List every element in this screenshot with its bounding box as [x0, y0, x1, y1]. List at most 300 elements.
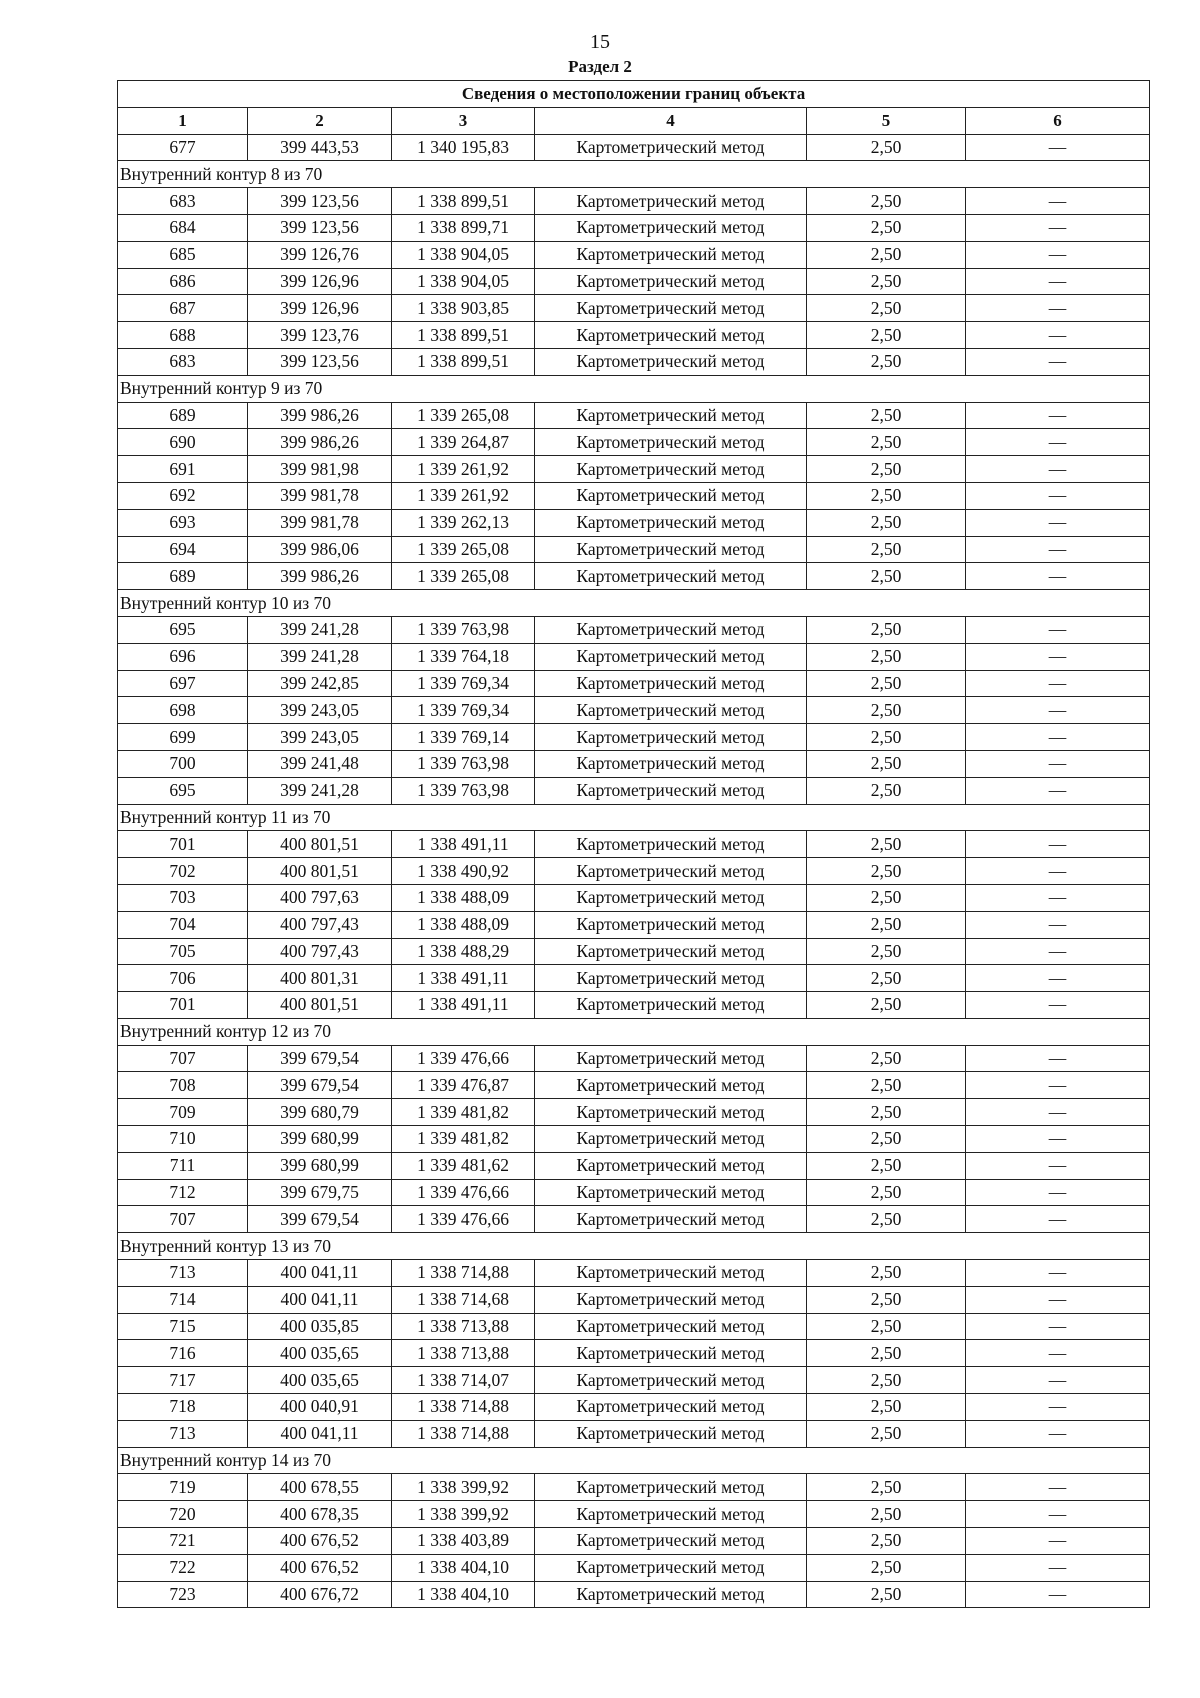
x-coordinate-cell: 400 041,11 — [248, 1286, 392, 1313]
x-coordinate-cell: 400 678,55 — [248, 1474, 392, 1501]
point-number-cell: 677 — [118, 134, 248, 161]
description-cell: — — [966, 214, 1150, 241]
contour-label: Внутренний контур 11 из 70 — [118, 804, 1150, 831]
table-row — [118, 241, 1150, 268]
method-cell: Картометрический метод — [535, 348, 807, 375]
description-cell: — — [966, 1099, 1150, 1126]
accuracy-cell: 2,50 — [807, 1501, 966, 1528]
table-caption: Сведения о местоположении границ объекта — [118, 81, 1150, 108]
method-cell: Картометрический метод — [535, 482, 807, 509]
point-number-cell: 710 — [118, 1126, 248, 1153]
y-coordinate-cell: 1 340 195,83 — [392, 134, 535, 161]
column-header-5: 5 — [807, 107, 966, 134]
accuracy-cell: 2,50 — [807, 1581, 966, 1608]
accuracy-cell: 2,50 — [807, 295, 966, 322]
method-cell: Картометрический метод — [535, 295, 807, 322]
page-number: 15 — [590, 31, 610, 53]
point-number-cell: 711 — [118, 1152, 248, 1179]
x-coordinate-cell: 399 679,75 — [248, 1179, 392, 1206]
method-cell: Картометрический метод — [535, 1501, 807, 1528]
description-cell: — — [966, 1072, 1150, 1099]
description-cell: — — [966, 134, 1150, 161]
y-coordinate-cell: 1 339 481,82 — [392, 1099, 535, 1126]
x-coordinate-cell: 399 680,99 — [248, 1126, 392, 1153]
x-coordinate-cell: 399 241,28 — [248, 777, 392, 804]
x-coordinate-cell: 399 679,54 — [248, 1072, 392, 1099]
y-coordinate-cell: 1 339 764,18 — [392, 643, 535, 670]
x-coordinate-cell: 399 986,06 — [248, 536, 392, 563]
description-cell: — — [966, 697, 1150, 724]
description-cell: — — [966, 1045, 1150, 1072]
method-cell: Картометрический метод — [535, 1420, 807, 1447]
y-coordinate-cell: 1 338 713,88 — [392, 1313, 535, 1340]
description-cell: — — [966, 724, 1150, 751]
table-row — [118, 322, 1150, 349]
x-coordinate-cell: 399 126,76 — [248, 241, 392, 268]
table-row — [118, 482, 1150, 509]
table-row — [118, 1554, 1150, 1581]
table-row — [118, 1099, 1150, 1126]
x-coordinate-cell: 399 123,76 — [248, 322, 392, 349]
table-row — [118, 563, 1150, 590]
table-row — [118, 1179, 1150, 1206]
method-cell: Картометрический метод — [535, 1528, 807, 1555]
point-number-cell: 689 — [118, 402, 248, 429]
y-coordinate-cell: 1 338 403,89 — [392, 1528, 535, 1555]
method-cell: Картометрический метод — [535, 697, 807, 724]
accuracy-cell: 2,50 — [807, 1394, 966, 1421]
y-coordinate-cell: 1 338 714,68 — [392, 1286, 535, 1313]
point-number-cell: 688 — [118, 322, 248, 349]
x-coordinate-cell: 400 040,91 — [248, 1394, 392, 1421]
method-cell: Картометрический метод — [535, 509, 807, 536]
table-row — [118, 1501, 1150, 1528]
y-coordinate-cell: 1 339 264,87 — [392, 429, 535, 456]
accuracy-cell: 2,50 — [807, 241, 966, 268]
method-cell: Картометрический метод — [535, 1367, 807, 1394]
table-row — [118, 268, 1150, 295]
x-coordinate-cell: 400 678,35 — [248, 1501, 392, 1528]
table-row — [118, 1126, 1150, 1153]
accuracy-cell: 2,50 — [807, 616, 966, 643]
description-cell: — — [966, 911, 1150, 938]
y-coordinate-cell: 1 338 904,05 — [392, 268, 535, 295]
table-row — [118, 750, 1150, 777]
y-coordinate-cell: 1 338 488,09 — [392, 911, 535, 938]
x-coordinate-cell: 400 797,63 — [248, 884, 392, 911]
x-coordinate-cell: 399 241,28 — [248, 616, 392, 643]
method-cell: Картометрический метод — [535, 1340, 807, 1367]
description-cell: — — [966, 1206, 1150, 1233]
point-number-cell: 701 — [118, 992, 248, 1019]
table-row — [118, 456, 1150, 483]
method-cell: Картометрический метод — [535, 1126, 807, 1153]
description-cell: — — [966, 188, 1150, 215]
table-row — [118, 509, 1150, 536]
y-coordinate-cell: 1 339 265,08 — [392, 402, 535, 429]
method-cell: Картометрический метод — [535, 1260, 807, 1287]
point-number-cell: 722 — [118, 1554, 248, 1581]
table-body — [118, 134, 1150, 1608]
y-coordinate-cell: 1 338 490,92 — [392, 858, 535, 885]
y-coordinate-cell: 1 339 476,66 — [392, 1045, 535, 1072]
y-coordinate-cell: 1 339 769,34 — [392, 670, 535, 697]
x-coordinate-cell: 399 986,26 — [248, 563, 392, 590]
x-coordinate-cell: 399 680,79 — [248, 1099, 392, 1126]
y-coordinate-cell: 1 338 899,51 — [392, 188, 535, 215]
table-caption-row — [118, 81, 1150, 108]
description-cell: — — [966, 1420, 1150, 1447]
method-cell: Картометрический метод — [535, 965, 807, 992]
x-coordinate-cell: 399 241,48 — [248, 750, 392, 777]
accuracy-cell: 2,50 — [807, 456, 966, 483]
description-cell: — — [966, 1474, 1150, 1501]
table-row — [118, 1072, 1150, 1099]
point-number-cell: 695 — [118, 616, 248, 643]
method-cell: Картометрический метод — [535, 1152, 807, 1179]
y-coordinate-cell: 1 338 899,71 — [392, 214, 535, 241]
method-cell: Картометрический метод — [535, 858, 807, 885]
x-coordinate-cell: 400 797,43 — [248, 938, 392, 965]
description-cell: — — [966, 348, 1150, 375]
x-coordinate-cell: 399 123,56 — [248, 214, 392, 241]
point-number-cell: 686 — [118, 268, 248, 295]
accuracy-cell: 2,50 — [807, 750, 966, 777]
y-coordinate-cell: 1 339 763,98 — [392, 616, 535, 643]
accuracy-cell: 2,50 — [807, 402, 966, 429]
x-coordinate-cell: 399 680,99 — [248, 1152, 392, 1179]
y-coordinate-cell: 1 338 404,10 — [392, 1581, 535, 1608]
description-cell: — — [966, 858, 1150, 885]
x-coordinate-cell: 400 041,11 — [248, 1260, 392, 1287]
accuracy-cell: 2,50 — [807, 1528, 966, 1555]
point-number-cell: 719 — [118, 1474, 248, 1501]
y-coordinate-cell: 1 338 399,92 — [392, 1474, 535, 1501]
table-row — [118, 884, 1150, 911]
y-coordinate-cell: 1 338 899,51 — [392, 348, 535, 375]
method-cell: Картометрический метод — [535, 1045, 807, 1072]
accuracy-cell: 2,50 — [807, 1313, 966, 1340]
y-coordinate-cell: 1 339 261,92 — [392, 482, 535, 509]
x-coordinate-cell: 399 241,28 — [248, 643, 392, 670]
point-number-cell: 706 — [118, 965, 248, 992]
x-coordinate-cell: 400 801,51 — [248, 992, 392, 1019]
table-row — [118, 670, 1150, 697]
point-number-cell: 723 — [118, 1581, 248, 1608]
method-cell: Картометрический метод — [535, 1474, 807, 1501]
method-cell: Картометрический метод — [535, 241, 807, 268]
point-number-cell: 707 — [118, 1045, 248, 1072]
method-cell: Картометрический метод — [535, 777, 807, 804]
y-coordinate-cell: 1 339 481,62 — [392, 1152, 535, 1179]
method-cell: Картометрический метод — [535, 724, 807, 751]
point-number-cell: 720 — [118, 1501, 248, 1528]
contour-header-row — [118, 161, 1150, 188]
description-cell: — — [966, 1528, 1150, 1555]
x-coordinate-cell: 399 243,05 — [248, 697, 392, 724]
y-coordinate-cell: 1 339 262,13 — [392, 509, 535, 536]
point-number-cell: 709 — [118, 1099, 248, 1126]
accuracy-cell: 2,50 — [807, 1367, 966, 1394]
method-cell: Картометрический метод — [535, 1206, 807, 1233]
table-row — [118, 697, 1150, 724]
description-cell: — — [966, 831, 1150, 858]
table-row — [118, 777, 1150, 804]
description-cell: — — [966, 1367, 1150, 1394]
x-coordinate-cell: 400 801,51 — [248, 858, 392, 885]
y-coordinate-cell: 1 339 261,92 — [392, 456, 535, 483]
y-coordinate-cell: 1 338 714,88 — [392, 1394, 535, 1421]
accuracy-cell: 2,50 — [807, 563, 966, 590]
point-number-cell: 712 — [118, 1179, 248, 1206]
x-coordinate-cell: 400 035,85 — [248, 1313, 392, 1340]
accuracy-cell: 2,50 — [807, 858, 966, 885]
table-row — [118, 1367, 1150, 1394]
column-header-1: 1 — [118, 107, 248, 134]
contour-header-row — [118, 590, 1150, 617]
table-row — [118, 1474, 1150, 1501]
method-cell: Картометрический метод — [535, 1554, 807, 1581]
point-number-cell: 692 — [118, 482, 248, 509]
accuracy-cell: 2,50 — [807, 1126, 966, 1153]
x-coordinate-cell: 399 981,78 — [248, 509, 392, 536]
column-header-row — [118, 107, 1150, 134]
description-cell: — — [966, 750, 1150, 777]
x-coordinate-cell: 399 981,98 — [248, 456, 392, 483]
point-number-cell: 685 — [118, 241, 248, 268]
y-coordinate-cell: 1 338 404,10 — [392, 1554, 535, 1581]
accuracy-cell: 2,50 — [807, 1152, 966, 1179]
table-row — [118, 1286, 1150, 1313]
accuracy-cell: 2,50 — [807, 1554, 966, 1581]
description-cell: — — [966, 1179, 1150, 1206]
y-coordinate-cell: 1 338 491,11 — [392, 992, 535, 1019]
method-cell: Картометрический метод — [535, 911, 807, 938]
table-row — [118, 1581, 1150, 1608]
x-coordinate-cell: 400 676,72 — [248, 1581, 392, 1608]
table-row — [118, 643, 1150, 670]
description-cell: — — [966, 1554, 1150, 1581]
accuracy-cell: 2,50 — [807, 1045, 966, 1072]
contour-header-row — [118, 804, 1150, 831]
description-cell: — — [966, 1260, 1150, 1287]
method-cell: Картометрический метод — [535, 643, 807, 670]
accuracy-cell: 2,50 — [807, 1072, 966, 1099]
point-number-cell: 703 — [118, 884, 248, 911]
method-cell: Картометрический метод — [535, 992, 807, 1019]
accuracy-cell: 2,50 — [807, 670, 966, 697]
description-cell: — — [966, 402, 1150, 429]
accuracy-cell: 2,50 — [807, 831, 966, 858]
y-coordinate-cell: 1 338 713,88 — [392, 1340, 535, 1367]
table-row — [118, 911, 1150, 938]
method-cell: Картометрический метод — [535, 536, 807, 563]
x-coordinate-cell: 400 801,51 — [248, 831, 392, 858]
table-row — [118, 1313, 1150, 1340]
y-coordinate-cell: 1 339 476,87 — [392, 1072, 535, 1099]
description-cell: — — [966, 1581, 1150, 1608]
method-cell: Картометрический метод — [535, 456, 807, 483]
y-coordinate-cell: 1 339 265,08 — [392, 536, 535, 563]
x-coordinate-cell: 399 242,85 — [248, 670, 392, 697]
description-cell: — — [966, 670, 1150, 697]
table-row — [118, 134, 1150, 161]
table-row — [118, 402, 1150, 429]
point-number-cell: 693 — [118, 509, 248, 536]
description-cell: — — [966, 1152, 1150, 1179]
point-number-cell: 717 — [118, 1367, 248, 1394]
point-number-cell: 698 — [118, 697, 248, 724]
contour-label: Внутренний контур 9 из 70 — [118, 375, 1150, 402]
point-number-cell: 714 — [118, 1286, 248, 1313]
x-coordinate-cell: 400 676,52 — [248, 1528, 392, 1555]
description-cell: — — [966, 482, 1150, 509]
accuracy-cell: 2,50 — [807, 777, 966, 804]
point-number-cell: 716 — [118, 1340, 248, 1367]
accuracy-cell: 2,50 — [807, 992, 966, 1019]
description-cell: — — [966, 1286, 1150, 1313]
column-header-3: 3 — [392, 107, 535, 134]
point-number-cell: 704 — [118, 911, 248, 938]
y-coordinate-cell: 1 338 904,05 — [392, 241, 535, 268]
section-title: Раздел 2 — [568, 57, 632, 76]
accuracy-cell: 2,50 — [807, 965, 966, 992]
y-coordinate-cell: 1 338 491,11 — [392, 831, 535, 858]
accuracy-cell: 2,50 — [807, 1286, 966, 1313]
point-number-cell: 689 — [118, 563, 248, 590]
accuracy-cell: 2,50 — [807, 1340, 966, 1367]
accuracy-cell: 2,50 — [807, 1179, 966, 1206]
point-number-cell: 696 — [118, 643, 248, 670]
description-cell: — — [966, 938, 1150, 965]
table-row — [118, 214, 1150, 241]
x-coordinate-cell: 400 676,52 — [248, 1554, 392, 1581]
method-cell: Картометрический метод — [535, 268, 807, 295]
contour-header-row — [118, 1018, 1150, 1045]
point-number-cell: 699 — [118, 724, 248, 751]
y-coordinate-cell: 1 338 903,85 — [392, 295, 535, 322]
method-cell: Картометрический метод — [535, 616, 807, 643]
method-cell: Картометрический метод — [535, 1581, 807, 1608]
column-header-6: 6 — [966, 107, 1150, 134]
method-cell: Картометрический метод — [535, 188, 807, 215]
x-coordinate-cell: 400 035,65 — [248, 1340, 392, 1367]
point-number-cell: 718 — [118, 1394, 248, 1421]
point-number-cell: 708 — [118, 1072, 248, 1099]
description-cell: — — [966, 456, 1150, 483]
accuracy-cell: 2,50 — [807, 268, 966, 295]
y-coordinate-cell: 1 338 714,07 — [392, 1367, 535, 1394]
table-row — [118, 1206, 1150, 1233]
description-cell: — — [966, 429, 1150, 456]
y-coordinate-cell: 1 338 714,88 — [392, 1260, 535, 1287]
table-row — [118, 1528, 1150, 1555]
x-coordinate-cell: 400 041,11 — [248, 1420, 392, 1447]
y-coordinate-cell: 1 339 481,82 — [392, 1126, 535, 1153]
accuracy-cell: 2,50 — [807, 938, 966, 965]
method-cell: Картометрический метод — [535, 1072, 807, 1099]
point-number-cell: 715 — [118, 1313, 248, 1340]
description-cell: — — [966, 268, 1150, 295]
contour-header-row — [118, 1447, 1150, 1474]
y-coordinate-cell: 1 338 488,09 — [392, 884, 535, 911]
description-cell: — — [966, 322, 1150, 349]
contour-label: Внутренний контур 10 из 70 — [118, 590, 1150, 617]
x-coordinate-cell: 399 123,56 — [248, 348, 392, 375]
column-header-2: 2 — [248, 107, 392, 134]
accuracy-cell: 2,50 — [807, 348, 966, 375]
method-cell: Картометрический метод — [535, 670, 807, 697]
x-coordinate-cell: 399 986,26 — [248, 402, 392, 429]
point-number-cell: 691 — [118, 456, 248, 483]
table-row — [118, 429, 1150, 456]
accuracy-cell: 2,50 — [807, 429, 966, 456]
x-coordinate-cell: 400 797,43 — [248, 911, 392, 938]
x-coordinate-cell: 399 443,53 — [248, 134, 392, 161]
x-coordinate-cell: 399 126,96 — [248, 268, 392, 295]
accuracy-cell: 2,50 — [807, 134, 966, 161]
description-cell: — — [966, 1501, 1150, 1528]
method-cell: Картометрический метод — [535, 938, 807, 965]
method-cell: Картометрический метод — [535, 563, 807, 590]
point-number-cell: 687 — [118, 295, 248, 322]
point-number-cell: 683 — [118, 188, 248, 215]
accuracy-cell: 2,50 — [807, 482, 966, 509]
column-header-4: 4 — [535, 107, 807, 134]
accuracy-cell: 2,50 — [807, 724, 966, 751]
y-coordinate-cell: 1 339 265,08 — [392, 563, 535, 590]
point-number-cell: 721 — [118, 1528, 248, 1555]
table-row — [118, 1045, 1150, 1072]
method-cell: Картометрический метод — [535, 402, 807, 429]
method-cell: Картометрический метод — [535, 1179, 807, 1206]
description-cell: — — [966, 643, 1150, 670]
description-cell: — — [966, 884, 1150, 911]
accuracy-cell: 2,50 — [807, 214, 966, 241]
table-row — [118, 938, 1150, 965]
table-row — [118, 1152, 1150, 1179]
method-cell: Картометрический метод — [535, 750, 807, 777]
contour-label: Внутренний контур 13 из 70 — [118, 1233, 1150, 1260]
table-row — [118, 1394, 1150, 1421]
point-number-cell: 684 — [118, 214, 248, 241]
table-row — [118, 965, 1150, 992]
table-row — [118, 992, 1150, 1019]
description-cell: — — [966, 1394, 1150, 1421]
accuracy-cell: 2,50 — [807, 509, 966, 536]
table-row — [118, 1260, 1150, 1287]
point-number-cell: 700 — [118, 750, 248, 777]
contour-label: Внутренний контур 14 из 70 — [118, 1447, 1150, 1474]
description-cell: — — [966, 536, 1150, 563]
accuracy-cell: 2,50 — [807, 884, 966, 911]
y-coordinate-cell: 1 339 769,34 — [392, 697, 535, 724]
method-cell: Картометрический метод — [535, 1313, 807, 1340]
table-row — [118, 616, 1150, 643]
description-cell: — — [966, 777, 1150, 804]
accuracy-cell: 2,50 — [807, 911, 966, 938]
method-cell: Картометрический метод — [535, 214, 807, 241]
point-number-cell: 690 — [118, 429, 248, 456]
description-cell: — — [966, 1340, 1150, 1367]
point-number-cell: 695 — [118, 777, 248, 804]
method-cell: Картометрический метод — [535, 1099, 807, 1126]
accuracy-cell: 2,50 — [807, 1206, 966, 1233]
point-number-cell: 707 — [118, 1206, 248, 1233]
description-cell: — — [966, 1313, 1150, 1340]
description-cell: — — [966, 241, 1150, 268]
description-cell: — — [966, 965, 1150, 992]
